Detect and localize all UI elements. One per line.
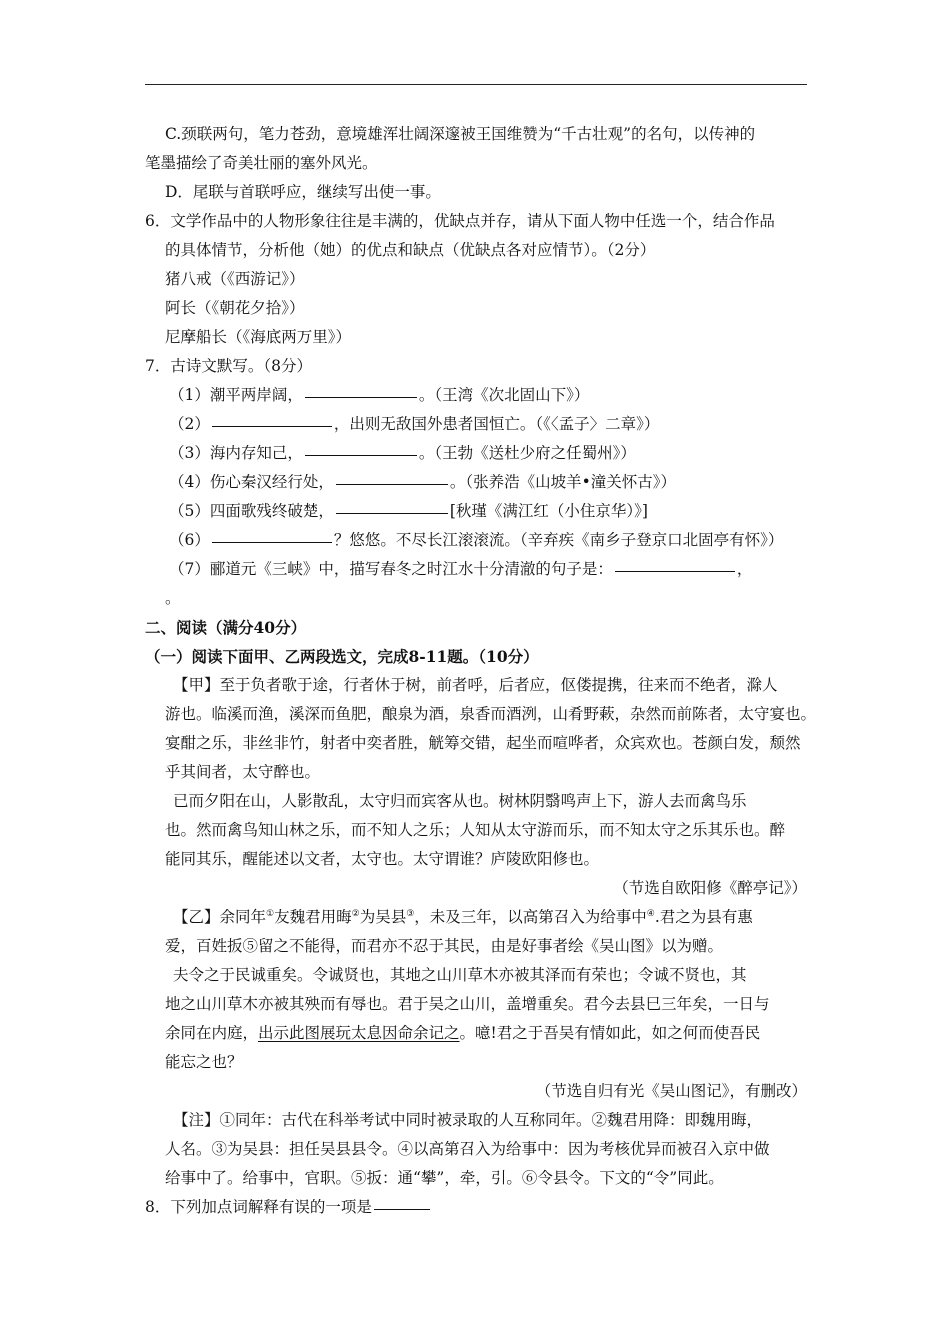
yi-line-5-b: 。噫!君之于吾吴有情如此，如之何而使吾民 xyxy=(459,1024,761,1042)
q7-blank-4[interactable] xyxy=(336,483,448,485)
yi-line-1-a: 【乙】余同年 xyxy=(173,908,267,926)
yi-line-5-a: 余同在内庭， xyxy=(165,1024,259,1042)
yi-line-4: 地之山川草木亦被其殃而有辱也。君于吴之山川，盖增重矣。君今去县巳三年矣，一日与 xyxy=(165,995,770,1013)
yi-line-1-c: 为吴县 xyxy=(359,908,407,926)
yi-line-1 xyxy=(145,903,807,932)
yi-line-1-d: ，未及三年，以高第召入为给事中 xyxy=(414,908,647,926)
q7-item-2-suffix: ，出则无敌国外患者国恒亡。（《〈孟子〉二章》） xyxy=(333,415,660,433)
q6-line1: 6．文学作品中的人物形象往往是丰满的，优缺点并存，请从下面人物中任选一个，结合作品 xyxy=(145,212,775,230)
jia-line-6: 也。然而禽鸟知山林之乐，而不知人之乐；人知从太守游而乐，而不知太守之乐其乐也。醉 xyxy=(165,821,786,839)
jia-line-4: 乎其间者，太守醉也。 xyxy=(165,763,321,781)
section2-title: 二、阅读（满分40分） xyxy=(145,618,307,637)
jia-line-3: 宴酣之乐，非丝非竹，射者中奕者胜，觥筹交错，起坐而喧哗者，众宾欢也。苍颜白发，颓然 xyxy=(165,734,801,752)
q5-option-c-line2: 笔墨描绘了奇美壮丽的塞外风光。 xyxy=(145,154,378,172)
q7-item-7-end: 。 xyxy=(165,589,181,607)
jia-line-2: 游也。临溪而渔，溪深而鱼肥，酿泉为酒，泉香而酒洌，山肴野蔌，杂然而前陈者，太守宴也。 xyxy=(165,705,817,723)
q7-blank-5[interactable] xyxy=(336,512,448,514)
note-mark-1: ① xyxy=(266,908,275,919)
header-rule xyxy=(145,84,807,85)
note-mark-4: ④ xyxy=(646,908,655,919)
notes-line-2: 人名。③为吴县：担任吴县县令。④以高第召入为给事中：因为考核优异而被召入京中做 xyxy=(165,1140,770,1158)
q7-blank-6[interactable] xyxy=(212,541,332,543)
q7-item-7 xyxy=(145,555,807,584)
q8-answer-blank[interactable] xyxy=(374,1208,430,1210)
yi-line-5 xyxy=(145,1019,807,1048)
q7-item-3-suffix: 。（王勃《送杜少府之任蜀州》） xyxy=(418,444,636,462)
q7-item-3-prefix: （3）海内存知己， xyxy=(169,444,303,462)
q7-item-6 xyxy=(145,526,807,555)
q7-item-5 xyxy=(145,497,807,526)
yi-line-1-e: .君之为县有惠 xyxy=(654,908,753,926)
notes-line-1: 【注】①同年：古代在科举考试中同时被录取的人互称同年。②魏君用降：即魏用晦， xyxy=(173,1111,763,1129)
yi-underlined-sentence: 出示此图展玩太息因命余记之 xyxy=(258,1024,460,1042)
q7-blank-1[interactable] xyxy=(305,396,417,398)
q7-item-4-prefix: （4）伤心秦汉经行处， xyxy=(169,473,334,491)
yi-source: （节选自归有光《吴山图记》，有删改） xyxy=(535,1082,807,1100)
q7-item-6-suffix: ？悠悠。不尽长江滚滚流。（辛弃疾《南乡子登京口北固亭有怀》） xyxy=(333,531,784,549)
q6-line2: 的具体情节，分析他（她）的优点和缺点（优缺点各对应情节）。（2分） xyxy=(165,241,656,259)
q7-item-1-prefix: （1）潮平两岸阔， xyxy=(169,386,303,404)
q7-item-1-suffix: 。（王湾《次北固山下》） xyxy=(418,386,590,404)
jia-source: （节选自欧阳修《醉亭记》） xyxy=(613,879,807,897)
q7-item-6-prefix: （6） xyxy=(169,531,210,549)
q8-text: 8．下列加点词解释有误的一项是 xyxy=(145,1198,372,1216)
yi-line-1-b: 友魏君用晦 xyxy=(274,908,352,926)
yi-line-2: 爱，百姓扳⑤留之不能得，而君亦不忍于其民，由是好事者绘《吴山图》以为赠。 xyxy=(165,937,724,955)
q6-option-3: 尼摩船长（《海底两万里》） xyxy=(165,328,352,346)
jia-line-5: 已而夕阳在山，人影散乱，太守归而宾客从也。树林阴翳鸣声上下，游人去而禽鸟乐 xyxy=(173,792,747,810)
q7-item-2 xyxy=(145,410,807,439)
q7-item-7-comma: ， xyxy=(736,560,753,578)
q8-line xyxy=(145,1193,807,1222)
q7-item-3 xyxy=(145,439,807,468)
q6-option-2: 阿长（《朝花夕拾》） xyxy=(165,299,305,317)
q6-option-1: 猪八戒（《西游记》） xyxy=(165,270,305,288)
q7-item-4-suffix: 。（张养浩《山坡羊•潼关怀古》） xyxy=(449,473,677,491)
jia-line-1: 【甲】至于负者歌于途，行者休于树，前者呼，后者应，伛偻提携，往来而不绝者，滁人 xyxy=(173,676,778,694)
q7-blank-2[interactable] xyxy=(212,425,332,427)
q7-item-5-prefix: （5）四面歌残终破楚， xyxy=(169,502,334,520)
q7-blank-7[interactable] xyxy=(615,570,735,572)
q7-item-4 xyxy=(145,468,807,497)
jia-line-7: 能同其乐，醒能述以文者，太守也。太守谓谁？庐陵欧阳修也。 xyxy=(165,850,600,868)
note-mark-3: ③ xyxy=(406,908,415,919)
page-content xyxy=(145,120,817,1222)
note-mark-2: ② xyxy=(351,908,360,919)
q7-item-2-prefix: （2） xyxy=(169,415,210,433)
notes-line-3: 给事中了。给事中，官职。⑤扳：通“攀”，牵，引。⑥令县令。下文的“令”同此。 xyxy=(165,1169,724,1187)
yi-line-6: 能忘之也？ xyxy=(165,1053,243,1071)
q5-option-d: D．尾联与首联呼应，继续写出使一事。 xyxy=(165,183,441,201)
q5-option-c-line1: C.颈联两句，笔力苍劲，意境雄浑壮阔深邃被王国维赞为“千古壮观”的名句，以传神的 xyxy=(165,125,756,143)
q7-blank-3[interactable] xyxy=(305,454,417,456)
q7-item-7-prefix: （7）郦道元《三峡》中，描写春冬之时江水十分清澈的句子是： xyxy=(169,560,613,578)
q7-item-5-suffix: [秋瑾《满江红（小住京华）》] xyxy=(449,502,648,520)
q7-item-1 xyxy=(145,381,807,410)
section2-sub1-title: （一）阅读下面甲、乙两段选文，完成8-11题。（10分） xyxy=(145,647,539,666)
yi-line-3: 夫令之于民诚重矣。令诚贤也，其地之山川草木亦被其泽而有荣也；令诚不贤也，其 xyxy=(173,966,747,984)
q7-title: 7．古诗文默写。（8分） xyxy=(145,357,312,375)
